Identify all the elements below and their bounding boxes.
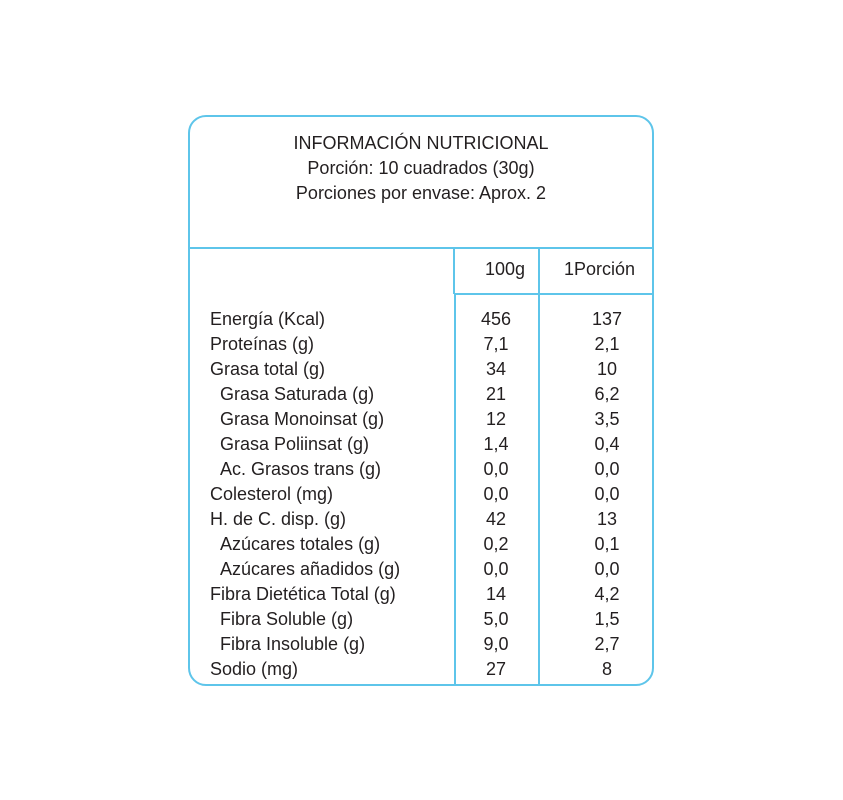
nutrient-label: H. de C. disp. (g) xyxy=(210,509,347,529)
table-row xyxy=(190,307,652,332)
value-per-serving: 2,1 xyxy=(594,334,620,354)
nutrient-label: Fibra Dietética Total (g) xyxy=(210,584,396,604)
nutrition-title: INFORMACIÓN NUTRICIONAL xyxy=(293,133,549,153)
value-per-serving: 0,4 xyxy=(594,434,620,454)
value-per-serving: 13 xyxy=(596,509,618,529)
table-row xyxy=(190,607,652,632)
value-per-100g: 7,1 xyxy=(483,334,509,354)
nutrient-rows xyxy=(190,307,652,682)
nutrient-label: Sodio (mg) xyxy=(210,659,299,679)
value-per-100g: 21 xyxy=(485,384,507,404)
value-per-serving: 0,0 xyxy=(594,459,620,479)
column-header-100g: 100g xyxy=(485,259,526,279)
value-per-serving: 1,5 xyxy=(594,609,620,629)
nutrient-label: Grasa total (g) xyxy=(210,359,326,379)
value-per-100g: 0,0 xyxy=(483,559,509,579)
value-per-serving: 6,2 xyxy=(594,384,620,404)
header-divider xyxy=(190,247,652,249)
nutrient-label: Proteínas (g) xyxy=(210,334,315,354)
value-per-serving: 3,5 xyxy=(594,409,620,429)
table-row xyxy=(190,632,652,657)
nutrition-header xyxy=(190,131,652,206)
nutrient-label: Fibra Insoluble (g) xyxy=(220,634,366,654)
value-per-100g: 0,2 xyxy=(483,534,509,554)
value-per-serving: 2,7 xyxy=(594,634,620,654)
table-row xyxy=(190,457,652,482)
value-per-100g: 9,0 xyxy=(483,634,509,654)
nutrient-label: Fibra Soluble (g) xyxy=(220,609,354,629)
nutrient-label: Grasa Poliinsat (g) xyxy=(220,434,370,454)
value-per-100g: 27 xyxy=(485,659,507,679)
value-per-serving: 0,0 xyxy=(594,559,620,579)
nutrient-label: Ac. Grasos trans (g) xyxy=(220,459,382,479)
value-per-100g: 12 xyxy=(485,409,507,429)
table-row xyxy=(190,507,652,532)
table-row xyxy=(190,532,652,557)
column-header-divider xyxy=(454,293,654,295)
table-row xyxy=(190,407,652,432)
nutrient-label: Azúcares totales (g) xyxy=(220,534,381,554)
column-header-per-serving: 1Porción xyxy=(564,259,636,279)
table-row xyxy=(190,357,652,382)
table-row xyxy=(190,332,652,357)
table-row xyxy=(190,557,652,582)
nutrient-label: Colesterol (mg) xyxy=(210,484,334,504)
nutrient-label: Azúcares añadidos (g) xyxy=(220,559,401,579)
nutrient-label: Grasa Saturada (g) xyxy=(220,384,375,404)
nutrient-label: Grasa Monoinsat (g) xyxy=(220,409,385,429)
value-per-100g: 0,0 xyxy=(483,484,509,504)
value-per-serving: 0,1 xyxy=(594,534,620,554)
table-row xyxy=(190,582,652,607)
nutrition-facts-panel xyxy=(188,115,654,686)
value-per-100g: 14 xyxy=(485,584,507,604)
value-per-100g: 5,0 xyxy=(483,609,509,629)
value-per-serving: 10 xyxy=(596,359,618,379)
servings-per-package: Porciones por envase: Aprox. 2 xyxy=(295,183,547,203)
value-per-serving: 8 xyxy=(601,659,612,679)
table-row xyxy=(190,482,652,507)
value-per-100g: 0,0 xyxy=(483,459,509,479)
value-per-serving: 137 xyxy=(591,309,623,329)
value-per-serving: 4,2 xyxy=(594,584,620,604)
serving-size: Porción: 10 cuadrados (30g) xyxy=(307,158,535,178)
value-per-100g: 42 xyxy=(485,509,507,529)
value-per-100g: 34 xyxy=(485,359,507,379)
table-row xyxy=(190,382,652,407)
table-row xyxy=(190,657,652,682)
table-row xyxy=(190,432,652,457)
value-per-100g: 1,4 xyxy=(483,434,509,454)
value-per-serving: 0,0 xyxy=(594,484,620,504)
column-divider-left-upper xyxy=(453,248,455,294)
nutrient-label: Energía (Kcal) xyxy=(210,309,326,329)
value-per-100g: 456 xyxy=(480,309,512,329)
